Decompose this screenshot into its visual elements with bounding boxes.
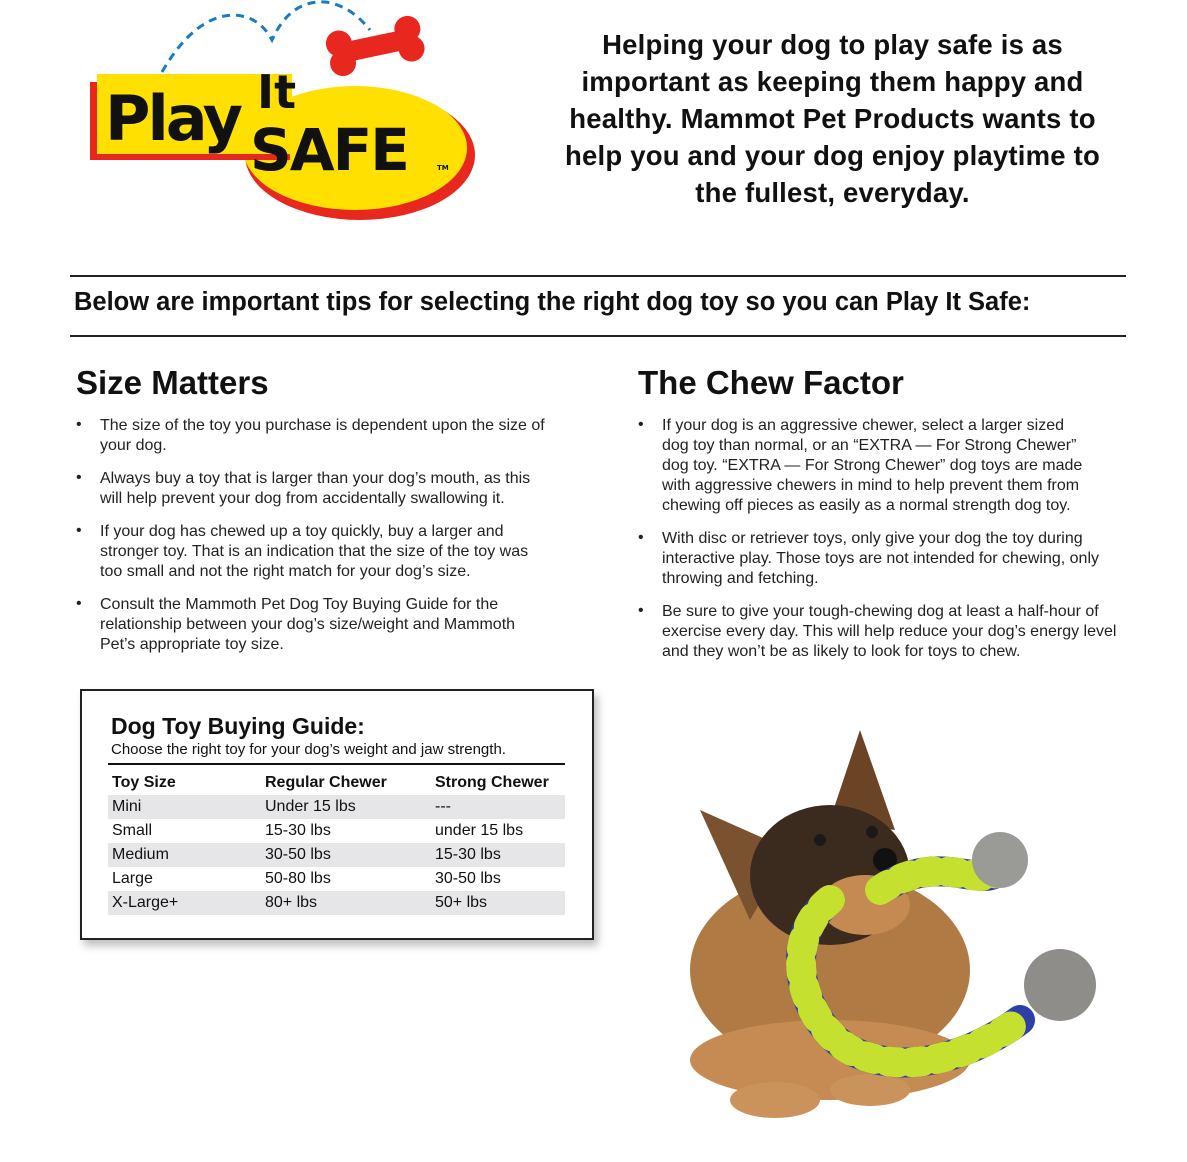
guide-divider [108,763,565,765]
table-cell: Large [112,870,153,887]
svg-text:TM: TM [437,164,449,172]
list-item: • If your dog is an aggressive chewer, select a larger sized dog toy than normal, or an “EXTRA — For Strong Chewer” dog toy. “EXTRA — For Strong Chewer” dog toys are made with aggressive chewers in mind to help prevent them from chewing off pieces as easily as a normal strength dog toy. [638,416,1128,516]
svg-text:SAFE: SAFE [250,116,408,184]
table-cell: under 15 lbs [435,822,524,839]
divider-top [70,275,1126,277]
table-cell: 50-80 lbs [265,870,331,887]
list-item: • Always buy a toy that is larger than your dog’s mouth, as this will help prevent your dog from accidentally swallowing it. [76,469,576,509]
section-title: The Chew Factor [638,364,904,401]
tips-banner: Below are important tips for selecting the right dog toy so you can Play It Safe: [74,288,1031,316]
column-header: Toy Size [112,774,176,791]
table-row [108,843,565,867]
column-header: Regular Chewer [265,774,387,791]
guide-subtitle: Choose the right toy for your dog’s weight and jaw strength. [111,741,506,758]
table-cell: 15-30 lbs [265,822,331,839]
list-item: • With disc or retriever toys, only give your dog the toy during interactive play. Those toys are not intended for chewing, only throwing and fetching. [638,529,1128,589]
headline: Helping your dog to play safe is as important as keeping them happy and healthy. Mammot Pet Products wants to help you and your dog enjoy playtime to the fullest, everyday. [565,29,1100,208]
table-cell: Small [112,822,153,839]
list-item: • Be sure to give your tough-chewing dog at least a half-hour of exercise every day. This will help reduce your dog’s energy level and they won’t be as likely to look for toys to chew. [638,602,1128,662]
table-cell: --- [431,795,565,819]
column-header: Strong Chewer [435,774,549,791]
table-cell: 80+ lbs [261,891,431,915]
table-cell: Mini [108,795,261,819]
bullet-list [638,416,1128,662]
list-item: • The size of the toy you purchase is dependent upon the size of your dog. [76,416,576,456]
svg-text:Play: Play [105,82,241,155]
buying-guide-box [80,689,594,940]
table-cell: 15-30 lbs [431,843,565,867]
table-cell: 30-50 lbs [261,843,431,867]
table-header-row [108,771,565,795]
table-row [108,795,565,819]
table-cell: 50+ lbs [431,891,565,915]
table-row [108,819,565,843]
guide-title: Dog Toy Buying Guide: [111,713,365,739]
table-cell: Medium [108,843,261,867]
list-item: • Consult the Mammoth Pet Dog Toy Buying Guide for the relationship between your dog’s size/weight and Mammoth Pet’s appropriate toy size. [76,595,576,655]
table-row [108,891,565,915]
divider-bottom [70,335,1126,337]
table-cell: Under 15 lbs [261,795,431,819]
bullet-list [76,416,576,655]
size-matters-section [76,364,576,668]
chew-factor-section [638,364,1128,675]
table-cell: X-Large+ [108,891,261,915]
bone-icon [323,14,426,79]
dog-with-rope-toy-photo [680,720,1140,1130]
section-title: Size Matters [76,364,269,401]
table-row [108,867,565,891]
buying-guide-table [108,771,565,915]
table-cell: 30-50 lbs [435,870,501,887]
play-it-safe-logo [85,0,485,230]
list-item: • If your dog has chewed up a toy quickly, buy a larger and stronger toy. That is an indication that the size of the toy was too small and not the right match for your dog’s size. [76,522,576,582]
svg-text:It: It [257,65,297,119]
